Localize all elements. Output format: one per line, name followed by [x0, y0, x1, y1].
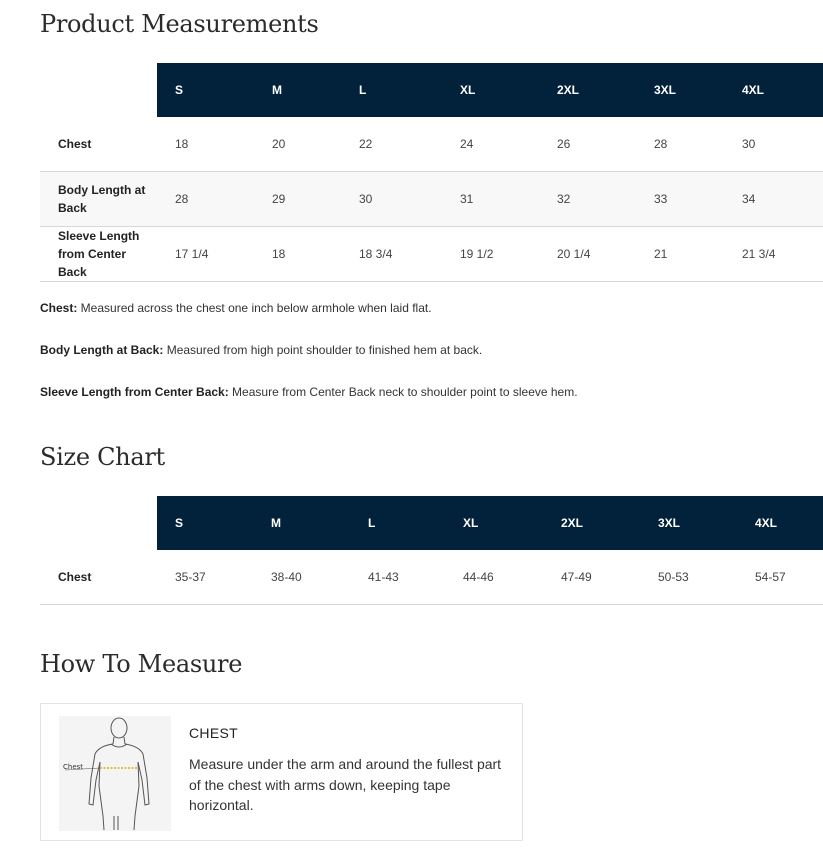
chest-measure-card — [40, 703, 523, 841]
table-cell: 20 — [254, 117, 341, 172]
row-label: Chest — [40, 550, 157, 605]
size-col-3xl: 3XL — [636, 63, 724, 117]
size-col-s: S — [157, 63, 254, 117]
table-cell: 33 — [636, 172, 724, 227]
size-header-row — [40, 496, 823, 550]
size-header-row — [40, 63, 823, 117]
table-row — [40, 227, 823, 282]
table-cell: 30 — [724, 117, 823, 172]
product-measurements-title: Product Measurements — [40, 10, 319, 38]
table-cell: 41-43 — [350, 550, 445, 605]
measurement-notes — [40, 300, 578, 426]
table-cell: 50-53 — [640, 550, 737, 605]
size-col-4xl: 4XL — [724, 63, 823, 117]
size-chart-table — [40, 496, 823, 605]
table-cell: 54-57 — [737, 550, 823, 605]
table-cell: 20 1/4 — [539, 227, 636, 282]
row-label: Body Length at Back — [40, 172, 157, 227]
size-col-m: M — [254, 63, 341, 117]
row-label: Sleeve Length from Center Back — [40, 227, 157, 282]
card-text: Measure under the arm and around the fullest part of the chest with arms down, keeping tape horizontal. — [189, 756, 502, 813]
size-col-l: L — [350, 496, 445, 550]
table-cell: 47-49 — [543, 550, 640, 605]
table-row — [40, 550, 823, 605]
table-cell: 18 — [157, 117, 254, 172]
table-cell: 28 — [157, 172, 254, 227]
table-cell: 38-40 — [253, 550, 350, 605]
note-body-length: Body Length at Back: Measured from high point shoulder to finished hem at back. — [40, 343, 483, 357]
table-cell: 44-46 — [445, 550, 543, 605]
note-sleeve-length: Sleeve Length from Center Back: Measure from Center Back neck to shoulder point to sleeve hem. — [40, 385, 578, 399]
size-col-2xl: 2XL — [539, 63, 636, 117]
size-chart-title: Size Chart — [40, 443, 165, 471]
table-cell: 18 — [254, 227, 341, 282]
card-title: CHEST — [189, 725, 238, 741]
table-cell: 26 — [539, 117, 636, 172]
table-row — [40, 172, 823, 227]
figure-label: Chest — [63, 763, 84, 771]
table-cell: 28 — [636, 117, 724, 172]
table-cell: 17 1/4 — [157, 227, 254, 282]
note-chest: Chest: Measured across the chest one inch below armhole when laid flat. — [40, 301, 432, 315]
table-cell: 32 — [539, 172, 636, 227]
size-col-3xl: 3XL — [640, 496, 737, 550]
product-measurements-table — [40, 63, 823, 282]
table-cell: 35-37 — [157, 550, 253, 605]
table-cell: 21 — [636, 227, 724, 282]
size-col-l: L — [341, 63, 442, 117]
table-row — [40, 117, 823, 172]
size-col-xl: XL — [445, 496, 543, 550]
size-col-m: M — [253, 496, 350, 550]
size-col-xl: XL — [442, 63, 539, 117]
size-col-s: S — [157, 496, 253, 550]
table-cell: 19 1/2 — [442, 227, 539, 282]
table-cell: 18 3/4 — [341, 227, 442, 282]
row-label: Chest — [40, 117, 157, 172]
table-cell: 22 — [341, 117, 442, 172]
table-cell: 24 — [442, 117, 539, 172]
table-cell: 29 — [254, 172, 341, 227]
size-col-2xl: 2XL — [543, 496, 640, 550]
body-outline-icon — [59, 716, 171, 831]
table-cell: 21 3/4 — [724, 227, 823, 282]
chest-diagram — [59, 716, 171, 831]
table-cell: 34 — [724, 172, 823, 227]
table-cell: 30 — [341, 172, 442, 227]
how-to-measure-title: How To Measure — [40, 650, 243, 678]
table-cell: 31 — [442, 172, 539, 227]
size-col-4xl: 4XL — [737, 496, 823, 550]
